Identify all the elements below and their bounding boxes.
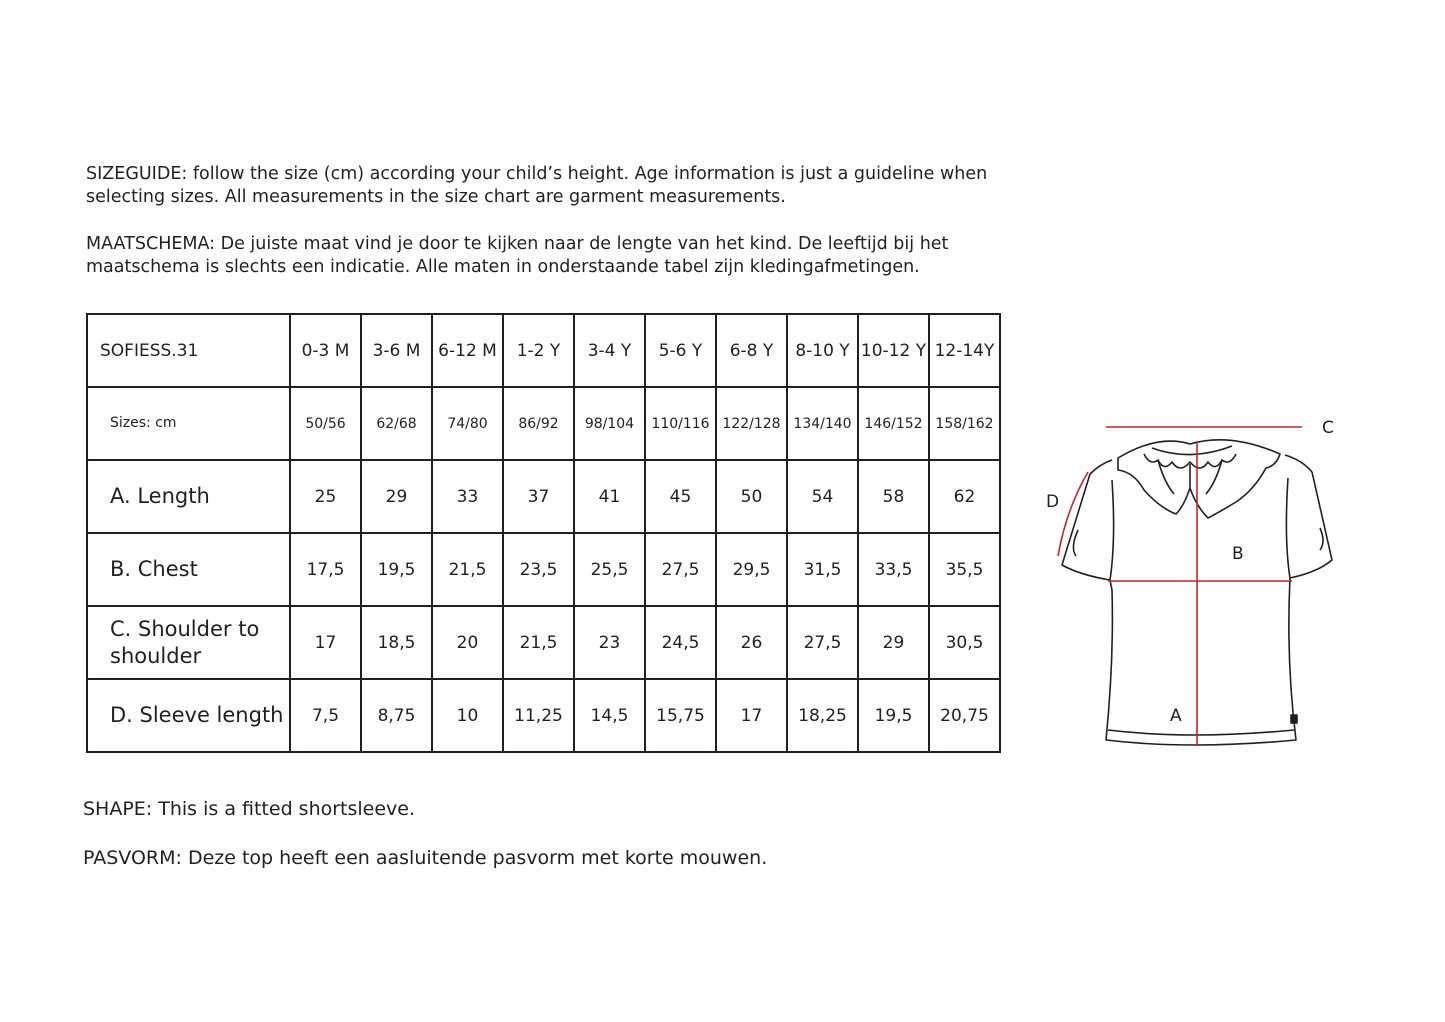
table-cell: 26 — [716, 606, 787, 679]
table-cell: 18,25 — [787, 679, 858, 752]
table-cell: 74/80 — [432, 387, 503, 460]
collar-outline — [1118, 440, 1280, 518]
age-cell: 5-6 Y — [645, 314, 716, 387]
label-c: C — [1322, 418, 1334, 438]
table-cell: 45 — [645, 460, 716, 533]
age-cell: 0-3 M — [290, 314, 361, 387]
table-cell: 62 — [929, 460, 1000, 533]
row-label: Sizes: cm — [87, 387, 290, 460]
table-cell: 54 — [787, 460, 858, 533]
table-row — [87, 606, 1000, 679]
table-cell: 17,5 — [290, 533, 361, 606]
table-cell: 14,5 — [574, 679, 645, 752]
table-cell: 19,5 — [361, 533, 432, 606]
table-cell: 20,75 — [929, 679, 1000, 752]
age-cell: 6-12 M — [432, 314, 503, 387]
table-cell: 21,5 — [503, 606, 574, 679]
table-cell: 50 — [716, 460, 787, 533]
age-cell: 8-10 Y — [787, 314, 858, 387]
table-cell: 58 — [858, 460, 929, 533]
table-cell: 98/104 — [574, 387, 645, 460]
row-label: D. Sleeve length — [87, 679, 290, 752]
table-cell: 146/152 — [858, 387, 929, 460]
table-cell: 122/128 — [716, 387, 787, 460]
row-label: C. Shoulder to shoulder — [87, 606, 290, 679]
tshirt-drawing — [1040, 410, 1360, 755]
row-label: B. Chest — [87, 533, 290, 606]
age-cell: 1-2 Y — [503, 314, 574, 387]
table-cell: 31,5 — [787, 533, 858, 606]
table-cell: 10 — [432, 679, 503, 752]
table-cell: 11,25 — [503, 679, 574, 752]
label-a: A — [1170, 706, 1182, 726]
table-row — [87, 533, 1000, 606]
table-cell: 30,5 — [929, 606, 1000, 679]
table-cell: 35,5 — [929, 533, 1000, 606]
label-b: B — [1232, 544, 1244, 564]
age-cell: 10-12 Y — [858, 314, 929, 387]
table-cell: 29,5 — [716, 533, 787, 606]
table-cell: 8,75 — [361, 679, 432, 752]
table-cell: 86/92 — [503, 387, 574, 460]
table-cell: 15,75 — [645, 679, 716, 752]
age-cell: 12-14Y — [929, 314, 1000, 387]
table-cell: 33 — [432, 460, 503, 533]
table-row — [87, 679, 1000, 752]
table-cell: 27,5 — [645, 533, 716, 606]
table-cell: 24,5 — [645, 606, 716, 679]
age-header-row — [87, 314, 1000, 387]
table-cell: 23,5 — [503, 533, 574, 606]
table-cell: 25 — [290, 460, 361, 533]
table-cell: 158/162 — [929, 387, 1000, 460]
garment-diagram — [1040, 410, 1360, 755]
table-cell: 20 — [432, 606, 503, 679]
table-cell: 50/56 — [290, 387, 361, 460]
table-cell: 19,5 — [858, 679, 929, 752]
age-cell: 6-8 Y — [716, 314, 787, 387]
maatschema-text: MAATSCHEMA: De juiste maat vind je door te kijken naar de lengte van het kind. De leeftijd bij het maatschema is slechts een indicatie. Alle maten in onderstaande tabel zijn kledingafmetingen. — [86, 234, 949, 277]
product-code: SOFIESS.31 — [87, 314, 290, 387]
label-d: D — [1046, 492, 1060, 512]
hem-line — [1108, 730, 1294, 735]
table-cell: 7,5 — [290, 679, 361, 752]
age-cell: 3-4 Y — [574, 314, 645, 387]
table-cell: 29 — [361, 460, 432, 533]
table-cell: 29 — [858, 606, 929, 679]
table-cell: 134/140 — [787, 387, 858, 460]
table-row — [87, 387, 1000, 460]
size-table — [86, 313, 1001, 753]
pasvorm-text: PASVORM: Deze top heeft een aasluitende pasvorm met korte mouwen. — [83, 847, 768, 869]
table-cell: 27,5 — [787, 606, 858, 679]
table-cell: 21,5 — [432, 533, 503, 606]
table-cell: 33,5 — [858, 533, 929, 606]
table-cell: 62/68 — [361, 387, 432, 460]
table-cell: 23 — [574, 606, 645, 679]
table-cell: 18,5 — [361, 606, 432, 679]
table-row — [87, 460, 1000, 533]
row-label: A. Length — [87, 460, 290, 533]
table-cell: 17 — [716, 679, 787, 752]
table-cell: 37 — [503, 460, 574, 533]
table-cell: 41 — [574, 460, 645, 533]
table-cell: 25,5 — [574, 533, 645, 606]
table-cell: 17 — [290, 606, 361, 679]
table-cell: 110/116 — [645, 387, 716, 460]
age-cell: 3-6 M — [361, 314, 432, 387]
sizeguide-text: SIZEGUIDE: follow the size (cm) according your child’s height. Age information is just a guideline when selecting sizes. All measurements in the size chart are garment measurements. — [86, 164, 988, 207]
shape-text: SHAPE: This is a fitted shortsleeve. — [83, 798, 416, 820]
